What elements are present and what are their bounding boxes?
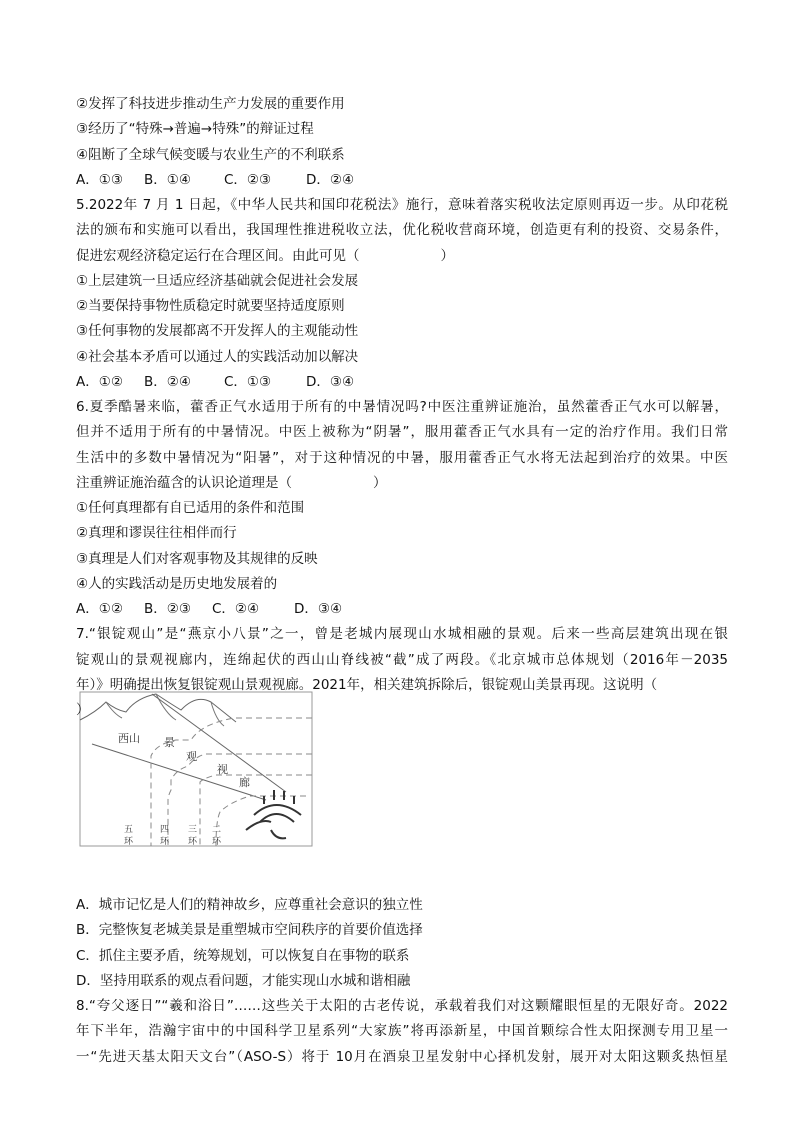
option-line: ①上层建筑一旦适应经济基础就会促进社会发展	[76, 272, 359, 289]
answer-option-b: B．完整恢复老城美景是重塑城市空间秩序的首要价值选择	[76, 922, 423, 939]
label-2nd-ring: 二	[212, 825, 222, 835]
question-text: 法的颁布和实施可以看出，我国理性推进税收立法，优化税收营商环境，创造更有利的投资、交易条件，	[76, 222, 728, 239]
option-line: ①任何真理都有自已适用的条件和范围	[76, 500, 305, 516]
answer-option-a: A．城市记忆是人们的精神故乡，应尊重社会意识的独立性	[76, 897, 423, 913]
question-text: 促进宏观经济稳定运行在合理区间。由此可见（ ）	[76, 247, 454, 264]
option-line: ②发挥了科技进步推动生产力发展的重要作用	[76, 96, 345, 112]
option-line: ④阻断了全球气候变暖与农业生产的不利联系	[76, 146, 345, 163]
label-corridor: 视	[217, 763, 228, 776]
choice-c: C．②④	[212, 601, 260, 617]
option-line: ④人的实践活动是历史地发展着的	[76, 575, 278, 592]
label-3rd-ring: 三	[188, 825, 198, 835]
option-line: ③真理是人们对客观事物及其规律的反映	[76, 550, 318, 567]
option-line: ④社会基本矛盾可以通过人的实践活动加以解决	[76, 348, 359, 365]
question-text: 8.“夸父逐日”“羲和浴日”……这些关于太阳的古老传说，承载着我们对这颗耀眼恒星的无限好奇。2022	[76, 998, 728, 1014]
choice-b: B．①④	[144, 171, 191, 188]
label-2nd-ring: 环	[212, 837, 222, 847]
question-text: 年）》明确提出恢复银锭观山景观视廊。2021年，相关建筑拆除后，银锭观山美景再现。这说明（	[76, 676, 658, 693]
question-text: 但并不适用于所有的中暑情况。中医上被称为“阴暑”，服用藿香正气水具有一定的治疗作用。我们日常	[76, 424, 728, 441]
option-line: ②当要保持事物性质稳定时就要坚持适度原则	[76, 298, 345, 314]
question-text: 生活中的多数中暑情况为“阳暑”，对于这种情况的中暑，服用藿香正气水将无法起到治疗的效果。中医	[76, 449, 728, 466]
choice-b: B．②④	[144, 373, 191, 390]
option-line: ③经历了“特殊→普遍→特殊”的辩证过程	[76, 121, 314, 138]
choice-b: B．②③	[144, 601, 191, 617]
label-5th-ring: 五	[124, 825, 134, 835]
choice-a: A．①②	[76, 373, 123, 390]
answer-option-d: D．坚持用联系的观点看问题，才能实现山水城和谐相融	[76, 972, 411, 989]
label-3rd-ring: 环	[188, 837, 198, 847]
question-text: 注重辨证施治蕴含的认识论道理是（ ）	[76, 474, 387, 491]
answer-option-c: C．抓住主要矛盾，统筹规划，可以恢复自在事物的联系	[76, 947, 410, 964]
sightline-lower	[92, 744, 266, 800]
choice-c: C．②③	[224, 171, 272, 188]
question-block	[76, 92, 728, 723]
choice-row	[76, 168, 728, 193]
answer-block	[76, 893, 728, 1070]
ring-roads	[151, 718, 312, 846]
question-text: 一“先进天基太阳天文台”（ASO-S）将于 10月在酒泉卫星发射中心择机发射，展开对太阳这颗炙热恒星	[76, 1048, 728, 1065]
question-text: 年下半年，浩瀚宇宙中的中国科学卫星系列“大家族”将再添新星，中国首颗综合性太阳探测专用卫星一	[76, 1023, 728, 1040]
choice-d: D．②④	[306, 171, 355, 188]
old-city-icon	[246, 790, 301, 838]
choice-d: D．③④	[294, 601, 343, 617]
choice-row	[76, 370, 728, 395]
choice-a: A．①②	[76, 601, 123, 617]
label-4th-ring: 环	[160, 837, 170, 847]
question-text: 5.2022年 7 月 1 日起，《中华人民共和国印花税法》施行，意味着落实税收法定原则再迈一步。从印花税	[76, 197, 728, 213]
choice-c: C．①③	[224, 373, 272, 390]
choice-a: A．①③	[76, 171, 123, 188]
option-line: ②真理和谬误往往相伴而行	[76, 525, 237, 542]
question-text: 6.夏季酷暑来临，藿香正气水适用于所有的中暑情况吗?中医注重辨证施治，虽然藿香正气水可以解暑，	[76, 399, 728, 415]
label-4th-ring: 四	[160, 825, 170, 835]
label-5th-ring: 环	[124, 837, 134, 847]
label-corridor: 观	[186, 750, 197, 763]
label-corridor: 景	[164, 736, 175, 749]
choice-d: D．③④	[306, 373, 355, 390]
choice-row	[76, 597, 728, 622]
label-west-hills: 西山	[118, 732, 140, 745]
question-text: 7.“银锭观山”是“燕京小八景”之一，曾是老城内展现山水城相融的景观。后来一些高层建筑出现在银	[76, 626, 728, 643]
question-text: 锭观山的景观视廊内，连绵起伏的西山山脊线被“截”成了两段。《北京城市总体规划（2016年－2035	[76, 651, 728, 668]
label-corridor: 廊	[239, 776, 250, 789]
option-line: ③任何事物的发展都离不开发挥人的主观能动性	[76, 323, 359, 340]
question-text: ）	[76, 702, 90, 718]
